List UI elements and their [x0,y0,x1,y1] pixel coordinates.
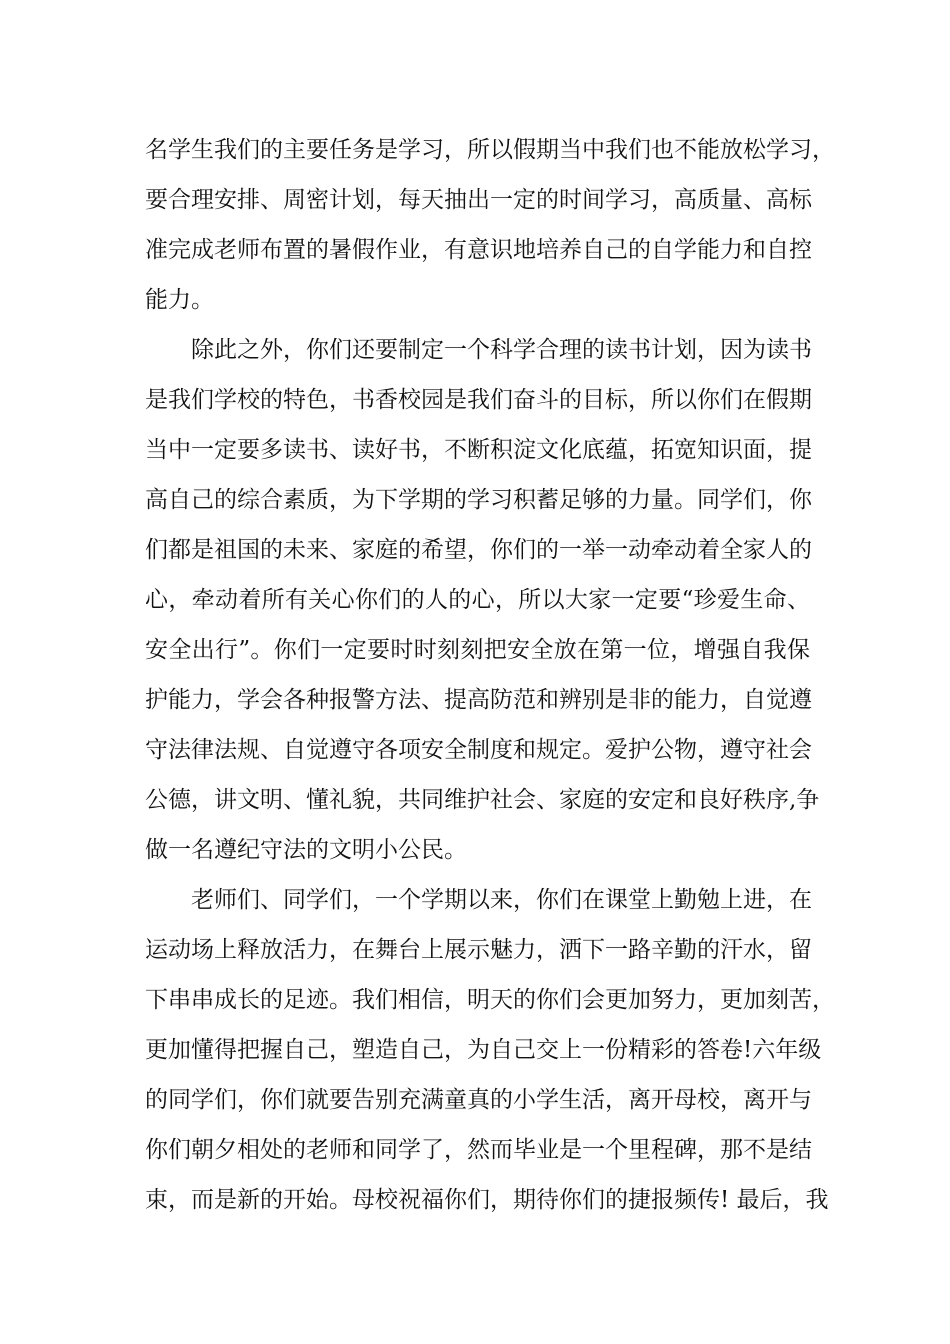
text-line: 是我们学校的特色，书香校园是我们奋斗的目标，所以你们在假期 [145,387,812,413]
text-line: 更加懂得把握自己，塑造自己，为自己交上一份精彩的答卷!六年级 [145,1037,822,1063]
text-line: 能力。 [145,287,214,313]
text-line: 心，牵动着所有关心你们的人的心，所以大家一定要“珍爱生命、 [145,587,810,613]
text-line: 们都是祖国的未来、家庭的希望，你们的一举一动牵动着全家人的 [145,537,812,563]
text-line: 你们朝夕相处的老师和同学了，然而毕业是一个里程碑，那不是结 [145,1137,812,1163]
text-line: 护能力，学会各种报警方法、提高防范和辨别是非的能力，自觉遵 [145,687,812,713]
text-line: 守法律法规、自觉遵守各项安全制度和规定。爱护公物，遵守社会 [145,737,812,763]
text-line: 公德，讲文明、懂礼貌，共同维护社会、家庭的安定和良好秩序,争 [145,787,820,813]
text-line: 下串串成长的足迹。我们相信，明天的你们会更加努力，更加刻苦， [145,987,835,1013]
text-line: 高自己的综合素质，为下学期的学习积蓄足够的力量。同学们，你 [145,487,812,513]
text-line: 要合理安排、周密计划，每天抽出一定的时间学习，高质量、高标 [145,187,812,213]
paragraph-first-line: 老师们、同学们，一个学期以来，你们在课堂上勤勉上进，在 [191,887,812,913]
paragraph-first-line: 除此之外，你们还要制定一个科学合理的读书计划，因为读书 [191,337,812,363]
text-line: 当中一定要多读书、读好书，不断积淀文化底蕴，拓宽知识面，提 [145,437,812,463]
text-line: 安全出行”。你们一定要时时刻刻把安全放在第一位，增强自我保 [145,637,810,663]
text-line: 运动场上释放活力，在舞台上展示魅力，洒下一路辛勤的汗水，留 [145,937,812,963]
text-line: 做一名遵纪守法的文明小公民。 [145,837,467,863]
text-line: 的同学们，你们就要告别充满童真的小学生活，离开母校，离开与 [145,1087,812,1113]
text-line: 束，而是新的开始。母校祝福你们，期待你们的捷报频传! 最后，我 [145,1187,829,1213]
text-line: 准完成老师布置的暑假作业，有意识地培养自己的自学能力和自控 [145,237,812,263]
text-line: 名学生我们的主要任务是学习，所以假期当中我们也不能放松学习， [145,137,835,163]
